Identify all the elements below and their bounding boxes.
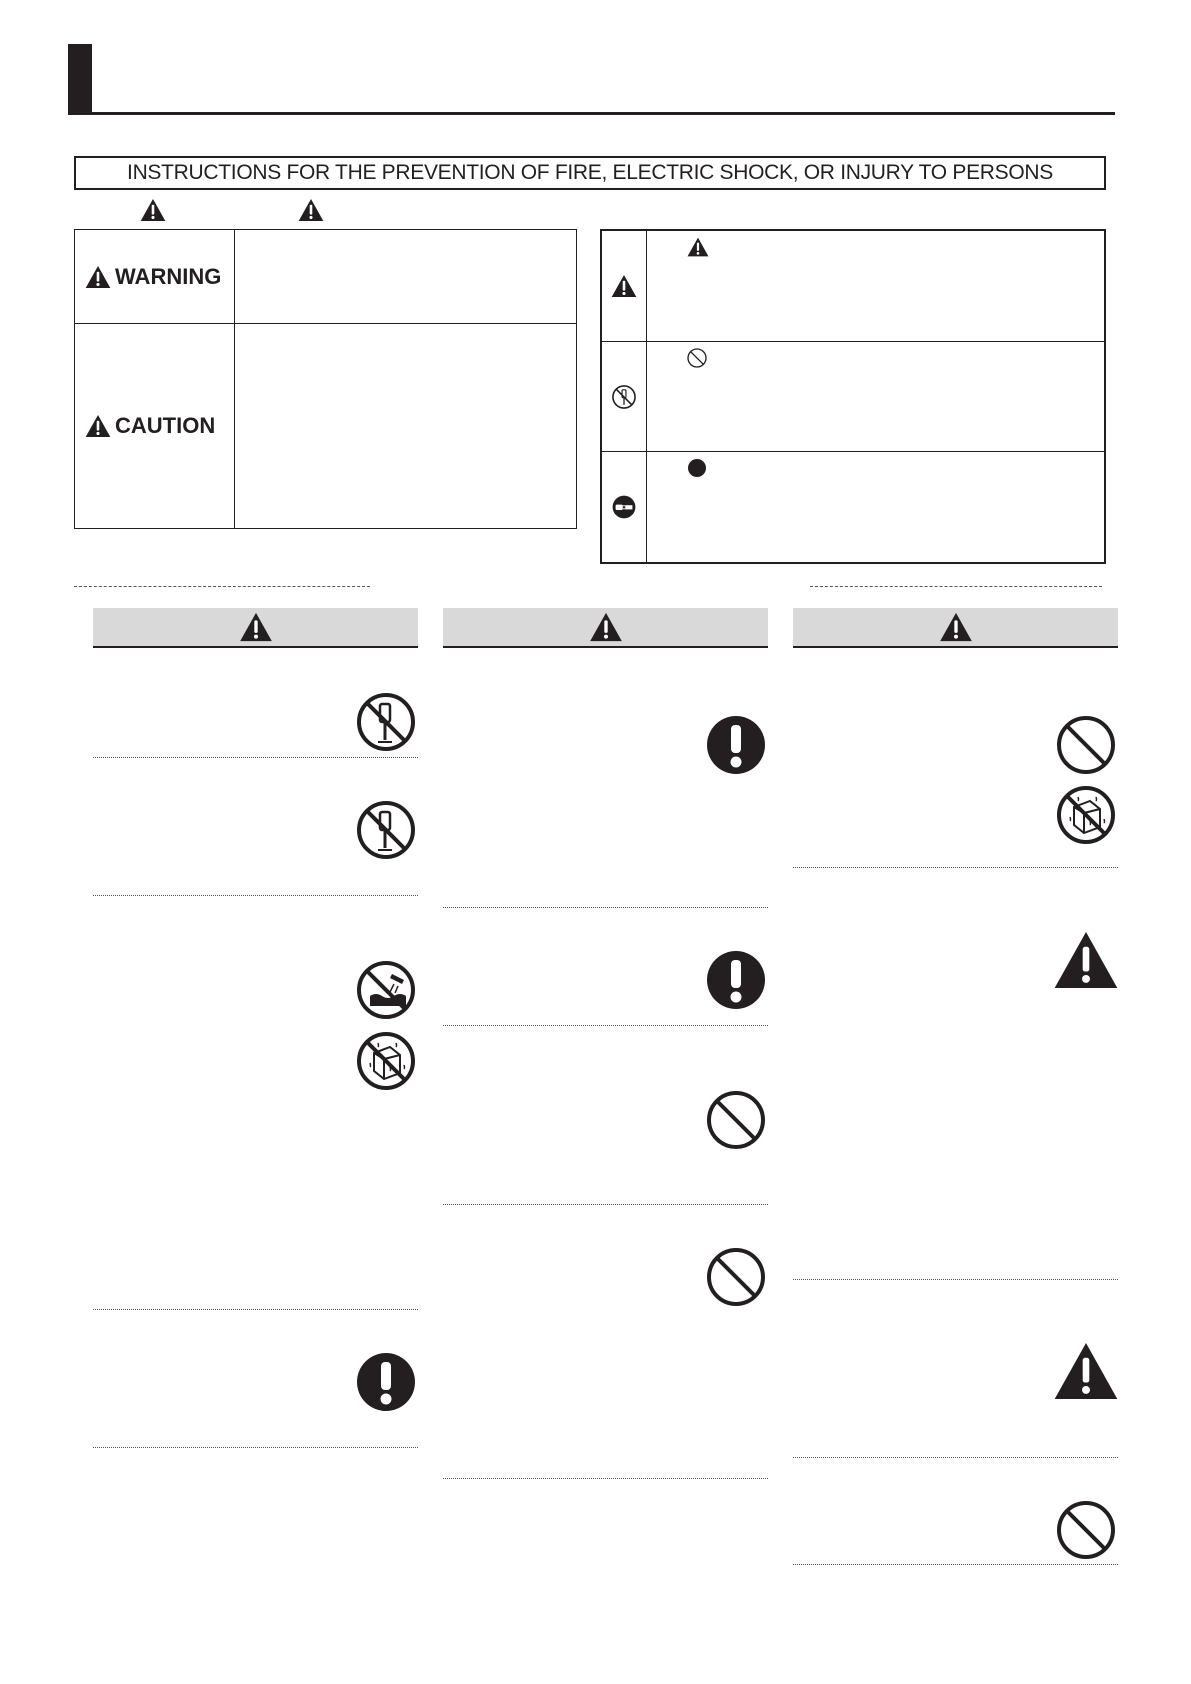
column-2-header [443,608,768,648]
warning-label: WARNING [115,263,222,289]
warning-triangle-icon [939,612,973,642]
item-separator [93,757,418,758]
hazard-legend-row [140,198,380,224]
no-water-icon [356,960,416,1020]
warning-label-cell [75,230,235,323]
item-separator [793,1564,1118,1565]
instructions-banner [74,156,1106,190]
symbol-cell [602,342,647,451]
column-1-header [93,608,418,648]
filled-circle-mini-icon [687,458,707,478]
prohibited-icon [706,1090,766,1150]
symbol-legend-table [600,229,1106,564]
symbol-cell [602,452,647,562]
item-separator [93,1309,418,1310]
caution-triangle-icon [1053,930,1119,990]
mandatory-action-icon [356,1352,416,1412]
caution-triangle-icon [85,414,111,438]
symbol-row-mandatory [602,452,1104,562]
caution-triangle-icon [298,198,324,222]
warning-triangle-icon [140,198,166,222]
prohibited-icon [1056,715,1116,775]
warning-triangle-icon [589,612,623,642]
section-divider-right [810,586,1102,587]
section-divider-left [74,586,370,587]
item-separator [793,1279,1118,1280]
no-moisture-icon [356,1031,416,1091]
item-separator [793,1457,1118,1458]
symbol-row-triangle [602,231,1104,342]
item-separator [793,867,1118,868]
column-3-header [793,608,1118,648]
item-separator [443,1478,768,1479]
prohibited-icon [706,1247,766,1307]
no-disassembly-icon [356,800,416,860]
warning-caution-table [74,229,577,529]
title-rule [68,112,1115,115]
mandatory-action-icon [706,950,766,1010]
triangle-alert-icon [611,274,637,298]
no-moisture-icon [1056,785,1116,845]
prohibited-icon [1056,1500,1116,1560]
item-separator [443,1025,768,1026]
caution-label: CAUTION [115,413,216,438]
item-separator [93,895,418,896]
caution-row [75,324,576,528]
mandatory-action-icon [706,715,766,775]
warning-triangle-icon [85,265,111,289]
warning-row [75,230,576,324]
prohibition-disassembly-icon [611,384,637,410]
triangle-mini-icon [687,237,709,257]
symbol-cell [602,231,647,341]
warning-triangle-icon [239,612,273,642]
item-separator [443,907,768,908]
instructions-banner-text: INSTRUCTIONS FOR THE PREVENTION OF FIRE, ELECTRIC SHOCK, OR INJURY TO PERSONS [127,161,1053,184]
symbol-row-prohibition [602,342,1104,452]
no-disassembly-icon [356,692,416,752]
title-bar-marker [68,44,92,114]
caution-triangle-icon [1053,1341,1119,1401]
caution-label-cell [75,324,235,528]
item-separator [443,1204,768,1205]
item-separator [93,1447,418,1448]
unplug-instruction-icon [612,495,636,519]
prohibition-mini-icon [687,348,707,368]
